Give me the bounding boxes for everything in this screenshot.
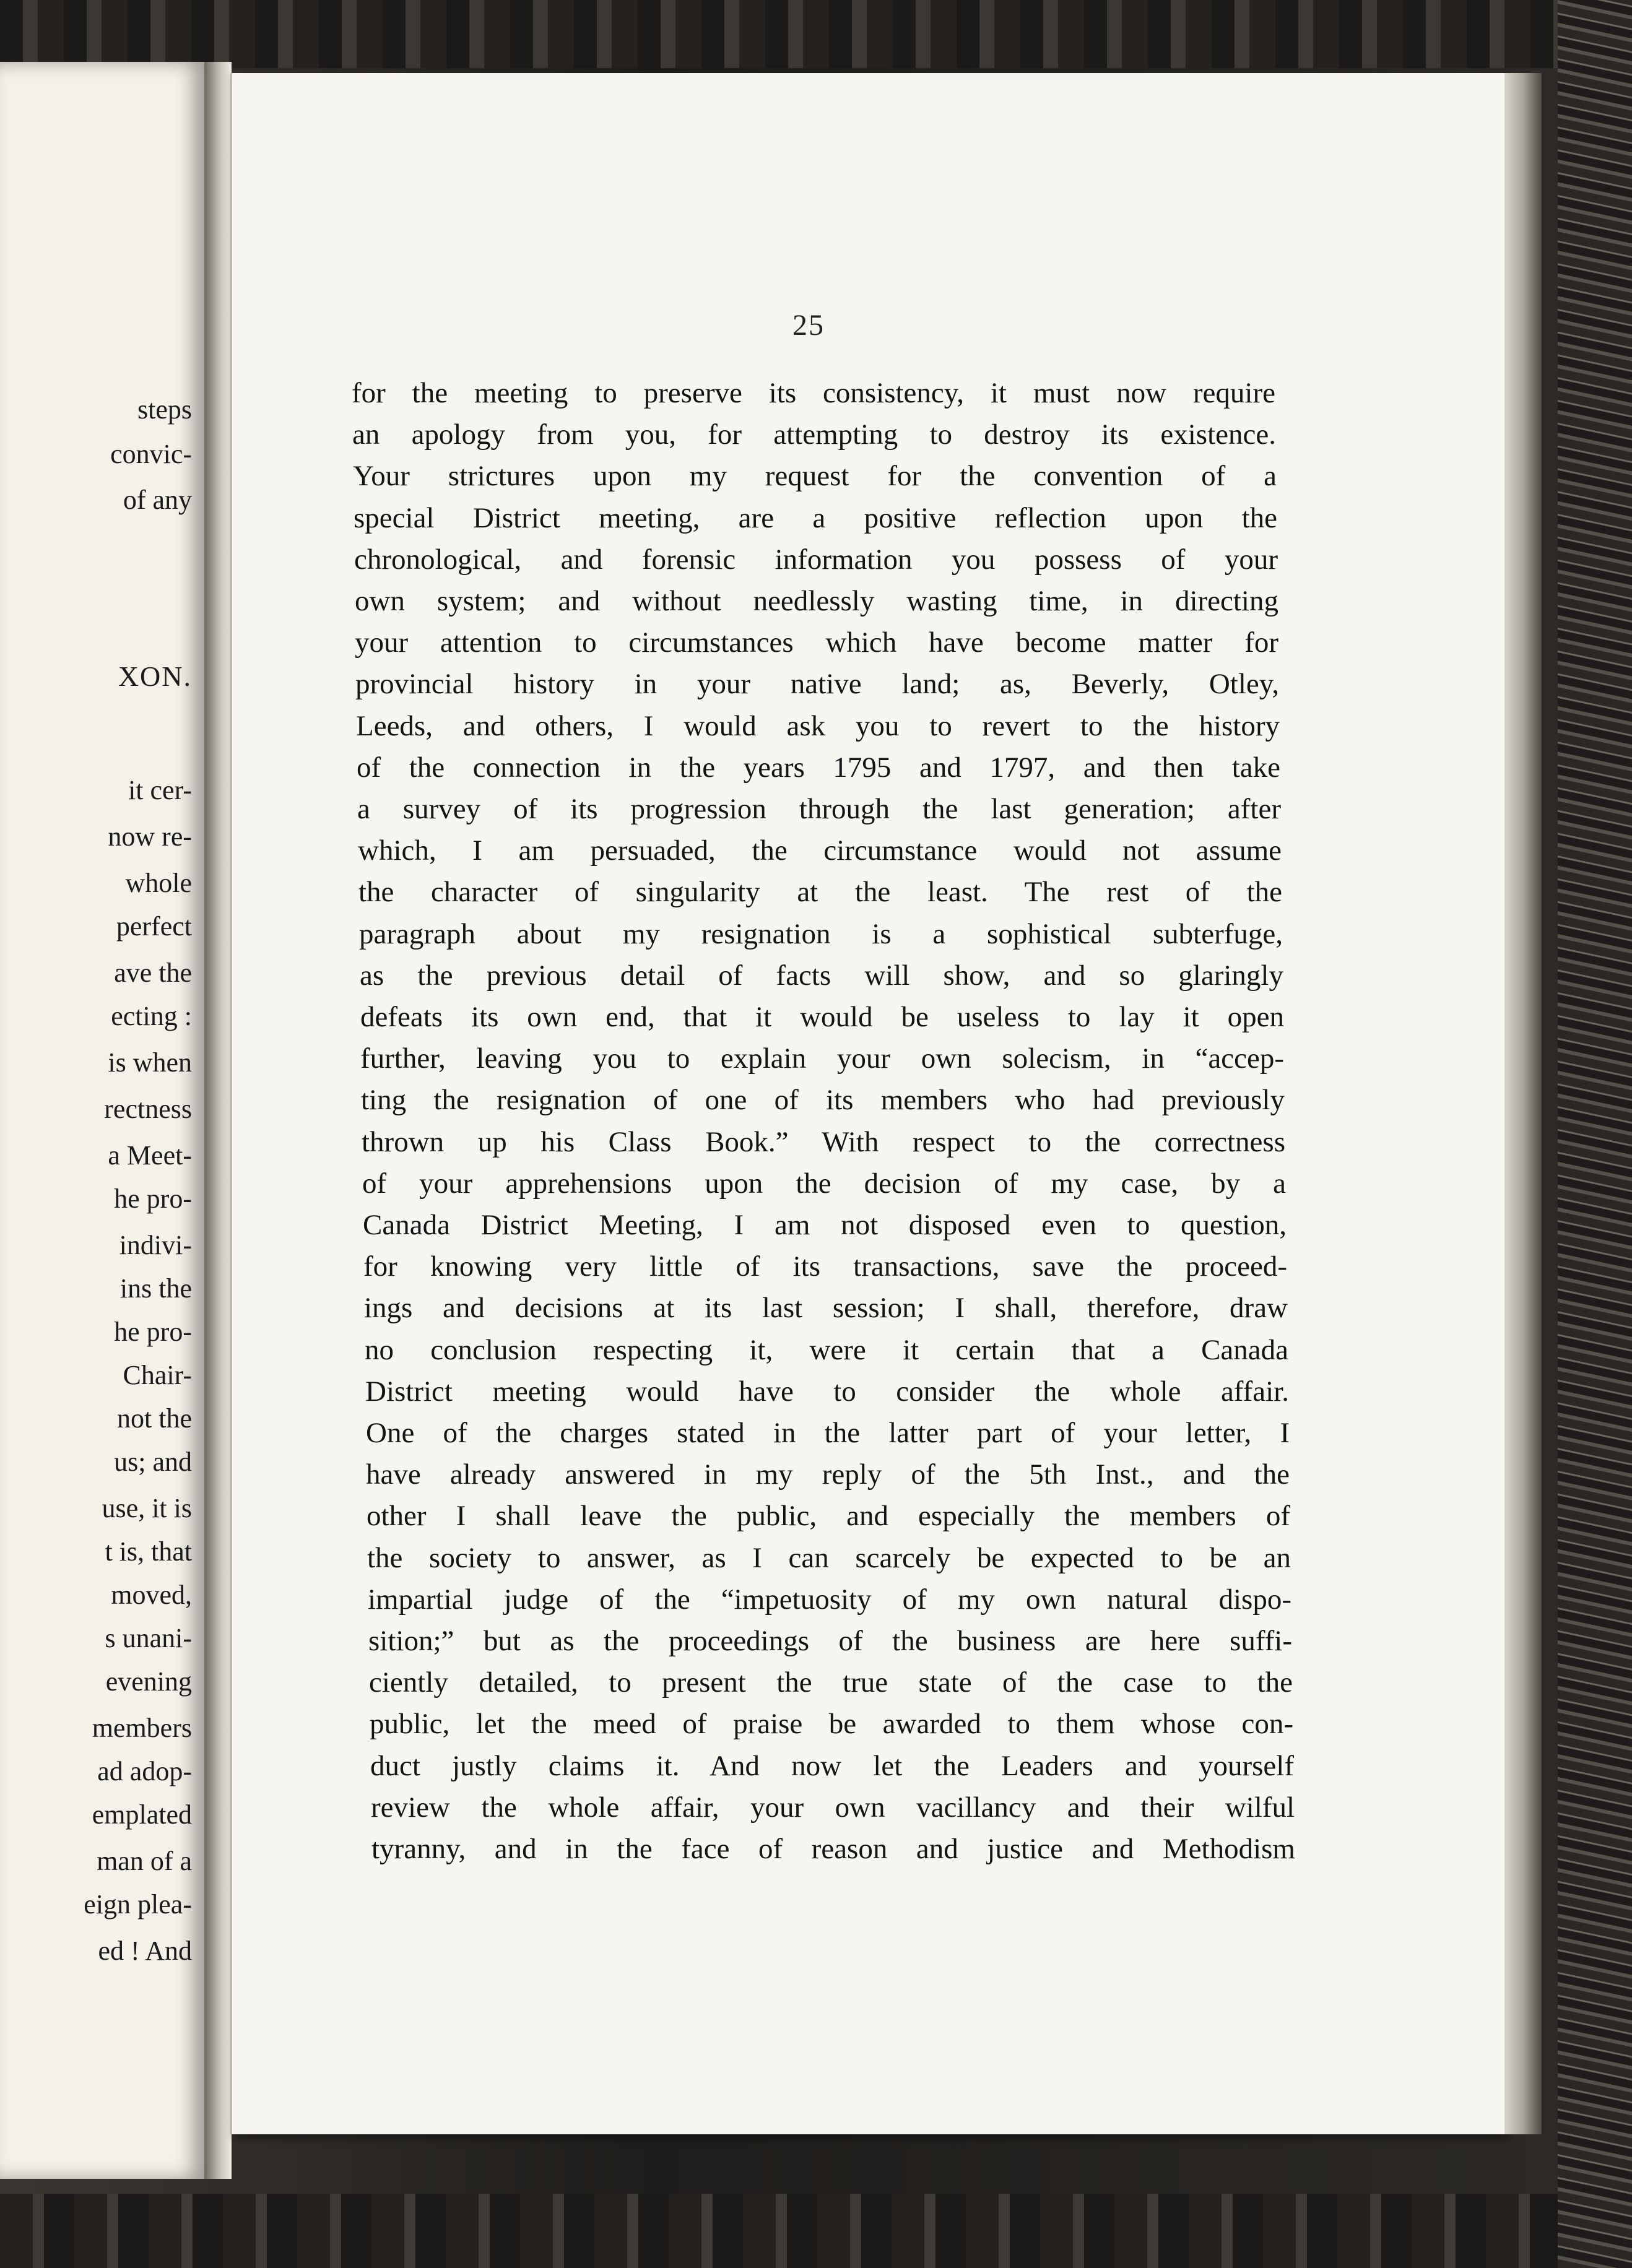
left-page-heading-fragment: XON.	[118, 660, 192, 692]
body-line: the society to answer, as I can scarcely be expected to be an	[367, 1542, 1291, 1574]
body-line: of your apprehensions upon the decision of my case, by a	[362, 1167, 1286, 1200]
marbled-cover-edge	[1558, 0, 1632, 2268]
body-line: ting the resignation of one of its members who had previously	[361, 1084, 1285, 1116]
body-line: impartial judge of the “impetuosity of my own natural dispo-	[368, 1583, 1291, 1616]
left-page-line: ecting :	[111, 1001, 192, 1031]
body-line: Leeds, and others, I would ask you to revert to the history	[356, 710, 1280, 742]
left-page-line: Chair-	[123, 1360, 192, 1390]
body-line: ciently detailed, to present the true state of the case to the	[369, 1666, 1293, 1699]
body-line: for the meeting to preserve its consistency, it must now require	[352, 377, 1275, 409]
left-page-line: ins the	[119, 1273, 192, 1304]
left-page-line: a Meet-	[108, 1140, 192, 1171]
body-line: District meeting would have to consider the whole affair.	[365, 1375, 1289, 1408]
body-line: chronological, and forensic information you possess of your	[354, 543, 1278, 576]
body-line: One of the charges stated in the latter part of your letter, I	[366, 1417, 1290, 1449]
left-page-line: whole	[125, 868, 192, 898]
body-line: duct justly claims it. And now let the Leaders and yourself	[370, 1750, 1294, 1782]
left-page-line: eign plea-	[84, 1889, 192, 1920]
left-page-line: us; and	[114, 1447, 192, 1477]
left-page-line: perfect	[116, 911, 192, 941]
scan-top-edge	[0, 0, 1632, 68]
body-line: a survey of its progression through the last generation; after	[357, 793, 1281, 825]
body-line: of the connection in the years 1795 and 1797, and then take	[357, 751, 1280, 784]
left-page-line: convic-	[110, 439, 192, 469]
left-page-line: s unani-	[105, 1623, 192, 1653]
left-page-line: indivi-	[119, 1230, 192, 1260]
left-page-line: t is, that	[105, 1536, 192, 1567]
book-gutter	[204, 62, 232, 2179]
left-page-line: moved,	[111, 1580, 192, 1610]
page-number: 25	[792, 309, 825, 342]
body-line: as the previous detail of facts will show, and so glaringly	[360, 959, 1283, 992]
body-line: for knowing very little of its transactions, save the proceed-	[363, 1250, 1287, 1283]
left-page-line: use, it is	[102, 1493, 192, 1523]
left-page-line: evening	[105, 1666, 192, 1697]
body-line: sition;” but as the proceedings of the business are here suffi-	[368, 1625, 1292, 1657]
left-page-line: is when	[108, 1047, 192, 1078]
body-line: ings and decisions at its last session; I shall, therefore, draw	[364, 1292, 1288, 1324]
body-line: have already answered in my reply of the 5th Inst., and the	[366, 1458, 1290, 1491]
body-line: the character of singularity at the least. The rest of the	[358, 876, 1282, 908]
left-page-line: steps	[137, 394, 192, 425]
body-line: tyranny, and in the face of reason and justice and Methodism	[371, 1833, 1295, 1865]
page-fore-edge	[1504, 73, 1542, 2134]
body-line: no conclusion respecting it, were it certain that a Canada	[365, 1334, 1288, 1366]
left-page-line: ad adop-	[97, 1756, 192, 1786]
body-line: provincial history in your native land; as, Beverly, Otley,	[355, 668, 1279, 700]
left-page-line: ave the	[114, 958, 192, 988]
body-line: your attention to circumstances which have become matter for	[355, 626, 1278, 659]
body-line: further, leaving you to explain your own solecism, in “accep-	[360, 1042, 1284, 1075]
left-page-line: it cer-	[128, 775, 192, 805]
body-line: review the whole affair, your own vacillancy and their wilful	[371, 1791, 1295, 1824]
body-line: public, let the meed of praise be awarded to them whose con-	[370, 1708, 1293, 1740]
body-line: defeats its own end, that it would be useless to lay it open	[360, 1001, 1284, 1033]
body-line: Canada District Meeting, I am not disposed even to question,	[363, 1209, 1287, 1241]
left-page-line: of any	[123, 485, 192, 515]
body-line: an apology from you, for attempting to destroy its existence.	[352, 418, 1276, 451]
body-line: Your strictures upon my request for the convention of a	[353, 460, 1277, 492]
body-line: thrown up his Class Book.” With respect to the correctness	[362, 1126, 1285, 1158]
scan-bottom-edge	[0, 2194, 1632, 2268]
left-page-line: now re-	[108, 821, 192, 852]
left-facing-page	[0, 62, 204, 2179]
left-page-line: man of a	[97, 1846, 192, 1876]
body-line: own system; and without needlessly wasting time, in directing	[355, 585, 1278, 617]
left-page-line: emplated	[92, 1799, 192, 1830]
left-page-line: ed ! And	[98, 1936, 192, 1966]
left-page-line: members	[92, 1713, 192, 1743]
body-line: which, I am persuaded, the circumstance would not assume	[358, 834, 1282, 867]
body-line: paragraph about my resignation is a sophistical subterfuge,	[359, 918, 1283, 950]
left-page-line: he pro-	[114, 1317, 192, 1347]
left-page-line: he pro-	[114, 1184, 192, 1214]
left-page-line: rectness	[104, 1094, 192, 1124]
body-line: other I shall leave the public, and especially the members of	[367, 1500, 1290, 1532]
body-line: special District meeting, are a positive reflection upon the	[354, 502, 1277, 534]
left-page-line: not the	[117, 1403, 192, 1434]
